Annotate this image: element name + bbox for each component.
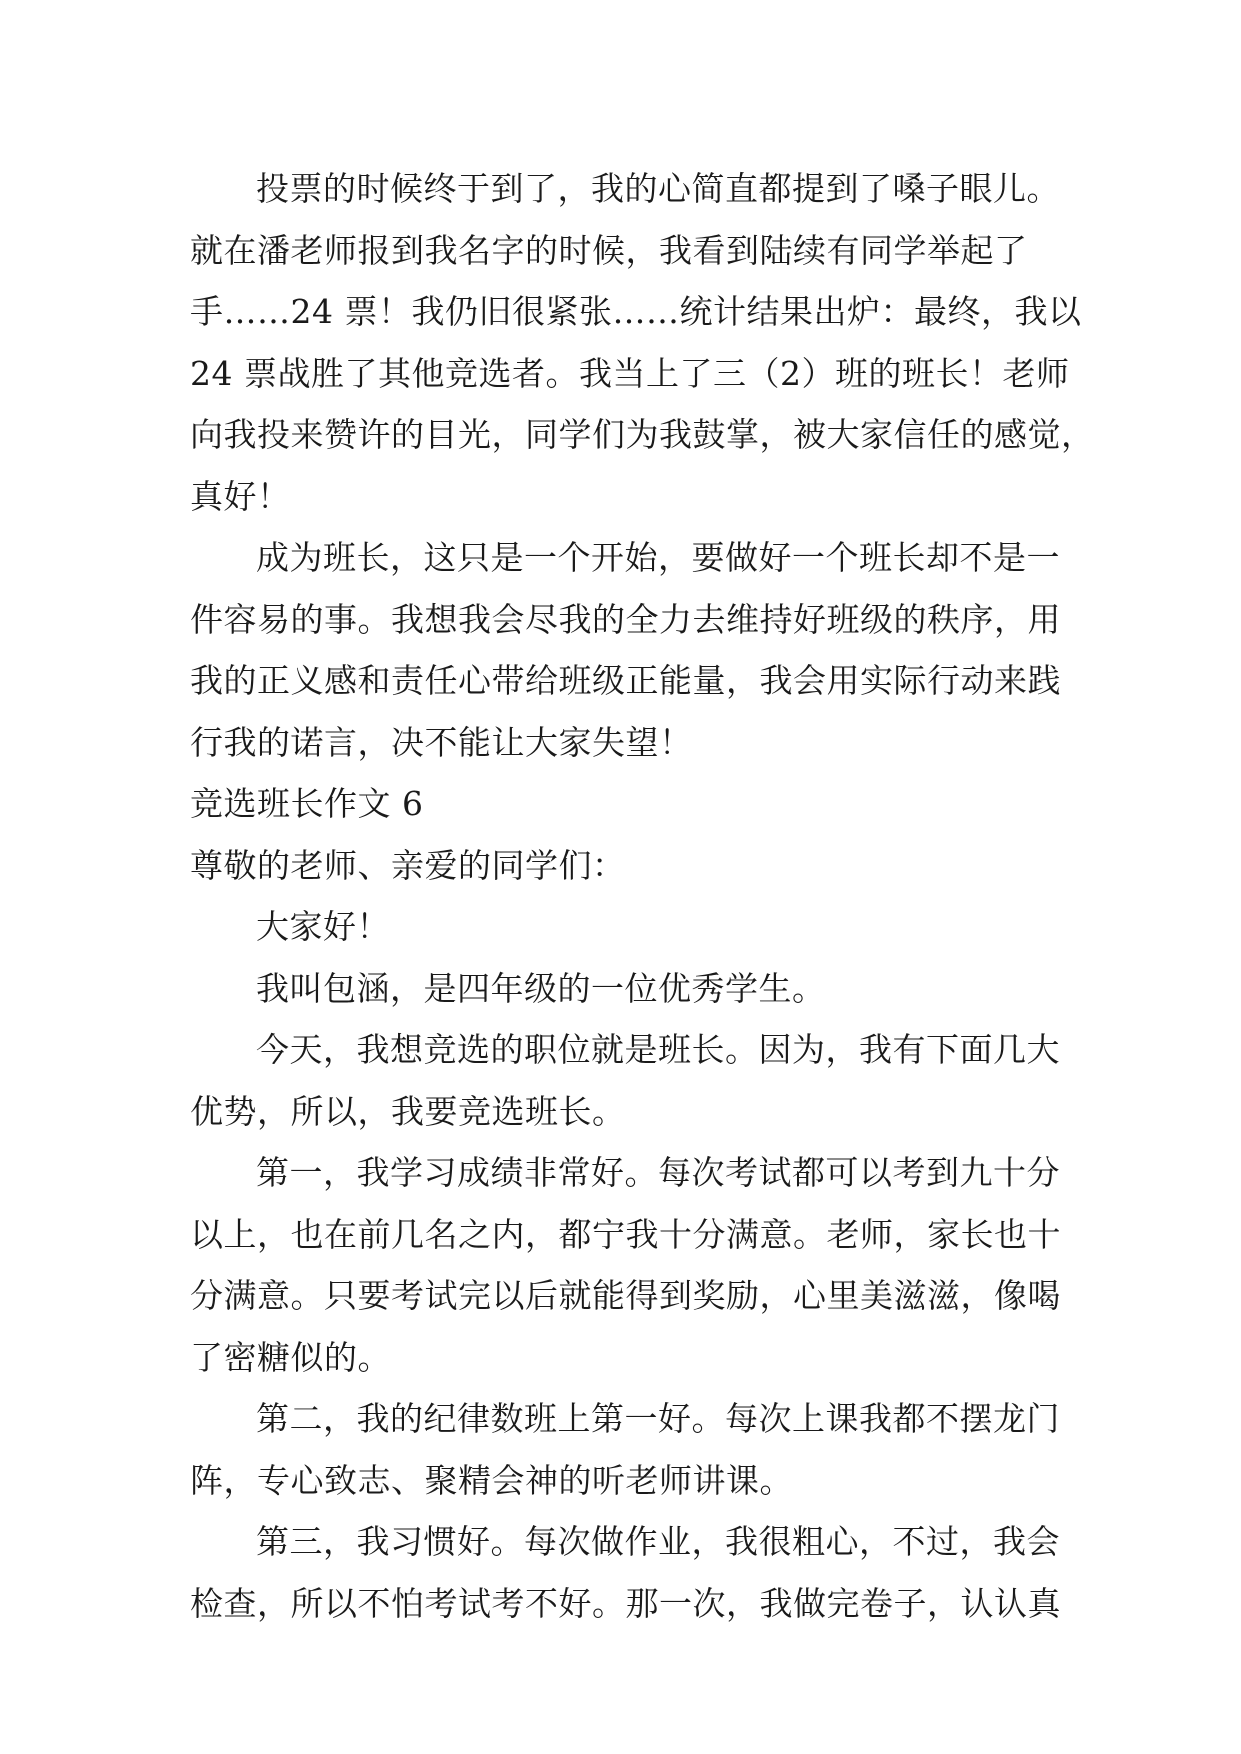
text-line: 了密糖似的。	[190, 1337, 391, 1377]
text-line: 以上，也在前几名之内，都宁我十分满意。老师，家长也十	[190, 1214, 1061, 1254]
text-line: 件容易的事。我想我会尽我的全力去维持好班级的秩序，用	[190, 599, 1061, 639]
text-line: 大家好！	[256, 907, 390, 946]
text-line: 第二，我的纪律数班上第一好。每次上课我都不摆龙门	[256, 1399, 1060, 1438]
paragraph	[190, 158, 1095, 527]
paragraph	[190, 1142, 1070, 1388]
document-page	[190, 158, 1095, 1634]
paragraph	[190, 1511, 1070, 1634]
paragraph	[190, 1388, 1070, 1511]
text-line: 行我的诺言，决不能让大家失望！	[190, 722, 693, 762]
text-line: 尊敬的老师、亲爱的同学们：	[190, 845, 626, 885]
text-line: 我叫包涵，是四年级的一位优秀学生。	[256, 968, 826, 1008]
text-line: 成为班长，这只是一个开始，要做好一个班长却不是一	[256, 538, 1060, 577]
salutation	[190, 835, 1070, 897]
paragraph	[190, 527, 1070, 773]
essay-title: 竞选班长作文 6	[190, 784, 424, 823]
text-line: 就在潘老师报到我名字的时候，我看到陆续有同学举起了	[190, 230, 1028, 270]
text-line: 检查，所以不怕考试考不好。那一次，我做完卷子，认认真	[190, 1583, 1061, 1623]
text-line: 分满意。只要考试完以后就能得到奖励，心里美滋滋，像喝	[190, 1276, 1061, 1315]
essay-heading	[190, 773, 1070, 835]
text-line: 真好！	[190, 476, 291, 516]
text-line: 我的正义感和责任心带给班级正能量，我会用实际行动来践	[190, 661, 1061, 700]
text-line: 今天，我想竞选的职位就是班长。因为，我有下面几大	[256, 1030, 1060, 1069]
text-line: 第三，我习惯好。每次做作业，我很粗心，不过，我会	[256, 1522, 1060, 1561]
text-line: 优势，所以，我要竞选班长。	[190, 1091, 626, 1131]
text-line: 24 票战胜了其他竞选者。我当上了三（2）班的班长！老师	[190, 353, 1070, 393]
text-line: 手……24 票！我仍旧很紧张……统计结果出炉：最终，我以	[190, 292, 1082, 331]
text-line: 向我投来赞许的目光，同学们为我鼓掌，被大家信任的感觉，	[190, 415, 1095, 454]
paragraph	[190, 1019, 1070, 1142]
text-line: 投票的时候终于到了，我的心简直都提到了嗓子眼儿。	[256, 169, 1060, 208]
text-line: 第一，我学习成绩非常好。每次考试都可以考到九十分	[256, 1153, 1060, 1192]
paragraph	[190, 896, 1070, 958]
paragraph	[190, 958, 1070, 1020]
text-line: 阵，专心致志、聚精会神的听老师讲课。	[190, 1460, 793, 1500]
